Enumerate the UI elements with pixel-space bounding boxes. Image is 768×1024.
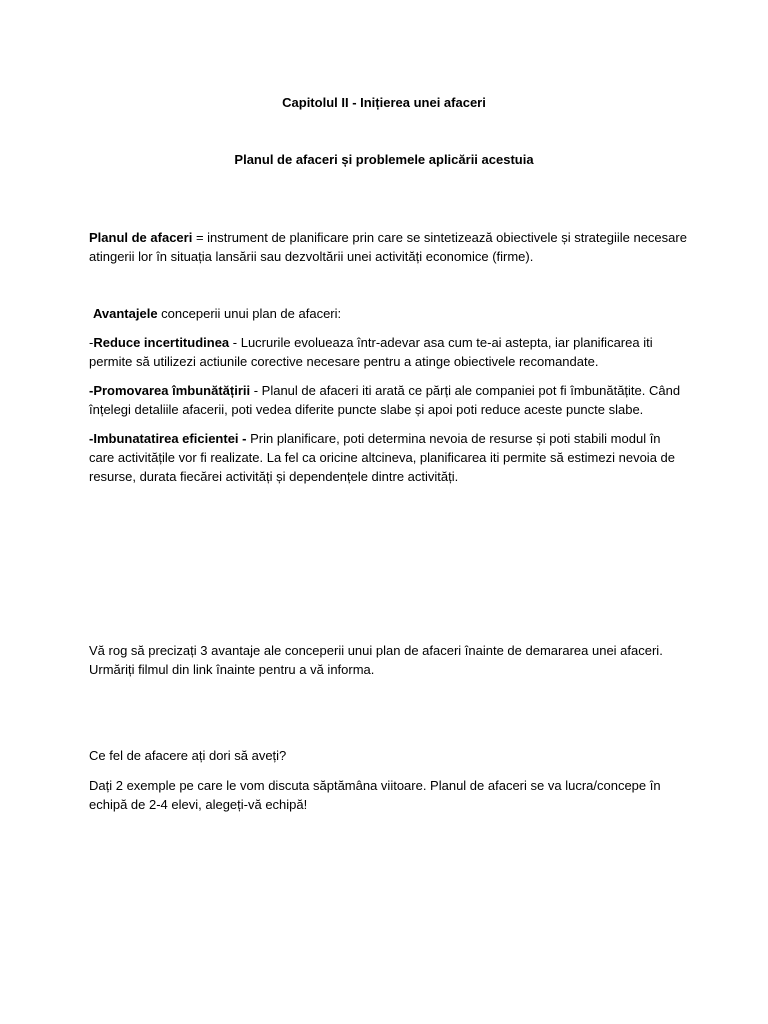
advantage-item-3 [89, 429, 689, 486]
advantages-intro-bold: Avantajele [93, 306, 158, 321]
advantage-text: - Planul de afaceri iti arată ce părți ale companiei pot fi îmbunătățite. Când înțelegi detaliile afacerii, poti vedea diferite puncte slabe și apoi poti reduce aceste puncte slabe. [89, 383, 681, 417]
advantages-intro [93, 304, 693, 323]
advantage-title: -Promovarea îmbunătățirii [89, 383, 251, 398]
advantage-item-2 [89, 381, 689, 419]
task-paragraph-2: Dați 2 exemple pe care le vom discuta săptămâna viitoare. Planul de afaceri se va lucra/concepe în echipă de 2-4 elevi, alegeți-vă echipă! [89, 778, 661, 812]
section-title: Planul de afaceri și problemele aplicării acestuia [234, 152, 534, 167]
advantage-title: -Imbunatatirea eficientei - [89, 431, 247, 446]
advantages-intro-text: conceperii unui plan de afaceri: [157, 306, 342, 321]
definition-paragraph [89, 228, 689, 266]
advantage-prefix: - [89, 335, 94, 350]
advantage-item-1 [89, 333, 689, 371]
definition-term: Planul de afaceri [89, 230, 193, 245]
chapter-title: Capitolul II - Inițierea unei afaceri [282, 95, 486, 110]
task-paragraph-1: Vă rog să precizați 3 avantaje ale conceperii unui plan de afaceri înainte de demararea unei afaceri. Urmăriți filmul din link înainte pentru a vă informa. [89, 643, 663, 677]
advantage-title: Reduce incertitudinea [93, 335, 230, 350]
definition-text: = instrument de planificare prin care se sintetizează obiectivele și strategiile necesare atingerii lor în situația lansării sau dezvoltării unei activități economice (firme). [89, 230, 687, 264]
advantage-text: - Lucrurile evolueaza într-adevar asa cum te-ai astepta, iar planificarea iti permite să utilizezi actiunile corective necesare pentru a atinge obiectivele recomandate. [89, 335, 653, 369]
advantage-text: Prin planificare, poti determina nevoia de resurse și poti stabili modul în care activitățile vor fi realizate. La fel ca oricine altcineva, planificarea iti permite să estimezi nevoia de resurse, durata fiecărei activități și dependențele dintre activități. [89, 431, 675, 484]
question-paragraph: Ce fel de afacere ați dori să aveți? [89, 748, 287, 763]
